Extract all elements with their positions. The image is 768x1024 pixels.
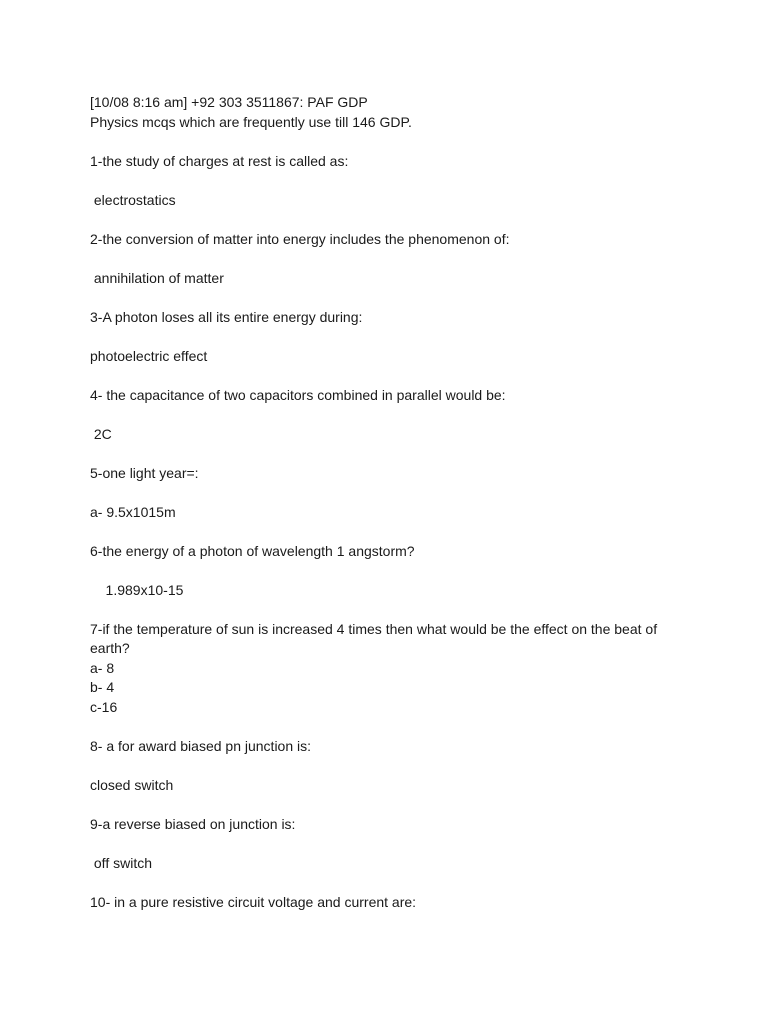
answer-4: 2C xyxy=(90,425,112,442)
question-6: 6-the energy of a photon of wavelength 1 angstorm? xyxy=(90,542,415,559)
blank-line xyxy=(90,288,690,308)
question-2: 2-the conversion of matter into energy includes the phenomenon of: xyxy=(90,230,510,247)
blank-line xyxy=(90,834,690,854)
blank-line xyxy=(90,366,690,386)
blank-line xyxy=(90,405,690,425)
blank-line xyxy=(90,249,690,269)
blank-line xyxy=(90,483,690,503)
blank-line xyxy=(90,171,690,191)
question-7: 7-if the temperature of sun is increased 4 times then what would be the effect on the beat of earth? xyxy=(90,620,661,656)
question-4: 4- the capacitance of two capacitors combined in parallel would be: xyxy=(90,386,506,403)
answer-8: closed switch xyxy=(90,776,174,793)
answer-9: off switch xyxy=(90,854,152,871)
blank-line xyxy=(90,756,690,776)
question-8: 8- a for award biased pn junction is: xyxy=(90,737,312,754)
blank-line xyxy=(90,522,690,542)
blank-line xyxy=(90,327,690,347)
blank-line xyxy=(90,444,690,464)
blank-line xyxy=(90,717,690,737)
answer-5: a- 9.5x1015m xyxy=(90,503,176,520)
blank-line xyxy=(90,132,690,152)
blank-line xyxy=(90,210,690,230)
question-10: 10- in a pure resistive circuit voltage and current are: xyxy=(90,893,417,910)
question-7-option-b: b- 4 xyxy=(90,679,115,695)
blank-line xyxy=(90,873,690,893)
blank-line xyxy=(90,600,690,620)
question-7-option-c: c-16 xyxy=(90,698,118,715)
question-5: 5-one light year=: xyxy=(90,464,199,481)
question-9: 9-a reverse biased on junction is: xyxy=(90,815,296,832)
question-7-option-a: a- 8 xyxy=(90,659,115,676)
document-subtitle: Physics mcqs which are frequently use till 146 GDP. xyxy=(90,113,412,130)
answer-3: photoelectric effect xyxy=(90,347,208,364)
question-3: 3-A photon loses all its entire energy during: xyxy=(90,308,363,325)
question-1: 1-the study of charges at rest is called as: xyxy=(90,152,349,169)
answer-6: 1.989x10-15 xyxy=(90,581,184,598)
answer-2: annihilation of matter xyxy=(90,269,224,286)
blank-line xyxy=(90,795,690,815)
chat-meta-line: [10/08 8:16 am] +92 303 3511867: PAF GDP xyxy=(90,94,368,110)
blank-line xyxy=(90,561,690,581)
document-body xyxy=(90,93,690,912)
answer-1: electrostatics xyxy=(90,191,176,208)
